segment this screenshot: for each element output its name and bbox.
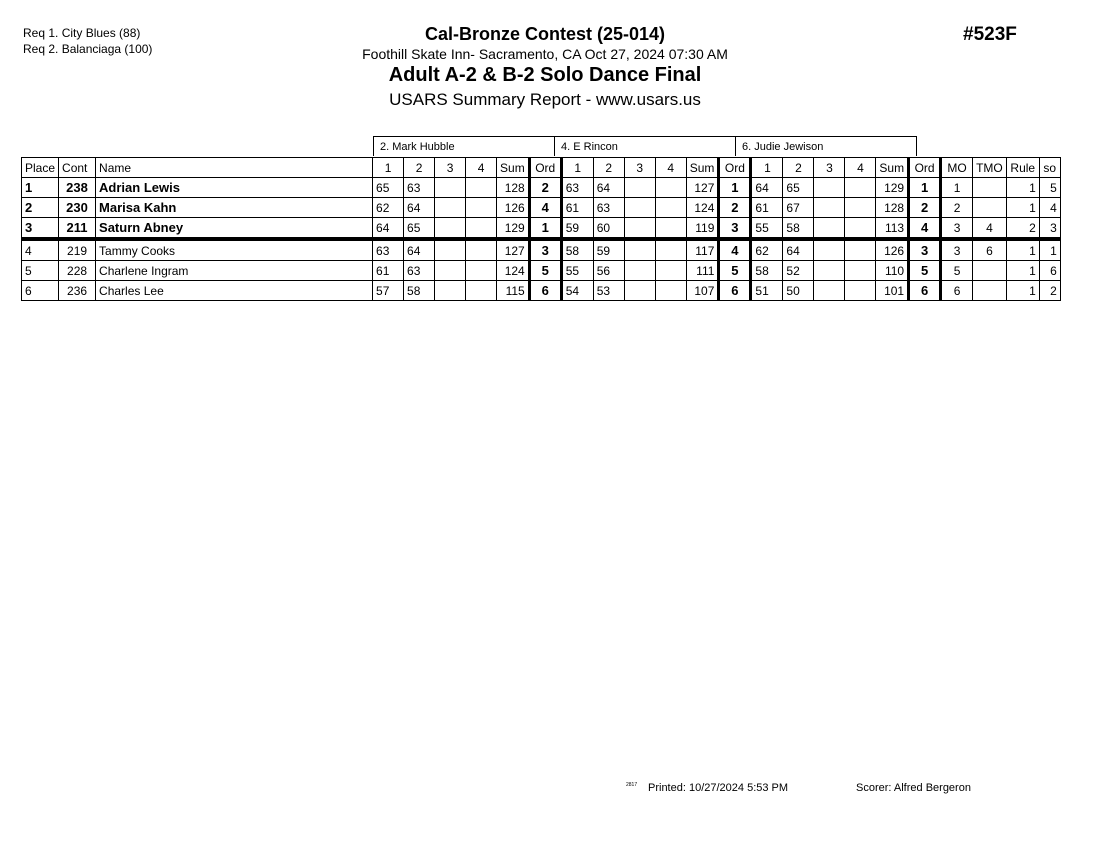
column-header-name: Name — [96, 158, 373, 178]
judge3-score-cell — [814, 281, 845, 301]
judge1-score-cell: 1 — [529, 218, 561, 240]
judge2-score-cell — [624, 281, 655, 301]
judge-name-1: 2. Mark Hubble — [374, 137, 555, 157]
judge3-score-cell — [845, 281, 876, 301]
so-cell: 3 — [1039, 218, 1060, 240]
name-cell: Charles Lee — [96, 281, 373, 301]
judge3-score-cell: 129 — [876, 178, 909, 198]
mo-cell: 1 — [941, 178, 973, 198]
so-cell: 4 — [1039, 198, 1060, 218]
mo-cell: 2 — [941, 198, 973, 218]
tmo-cell — [973, 281, 1007, 301]
column-header-tmo: TMO — [973, 158, 1007, 178]
judge1-score-cell: 63 — [404, 178, 435, 198]
judge2-score-cell: 55 — [561, 261, 593, 281]
judge2-score-cell: 6 — [719, 281, 751, 301]
event-code: #523F — [963, 24, 1017, 45]
tmo-cell: 4 — [973, 218, 1007, 240]
table-row — [22, 281, 1061, 301]
name-cell: Charlene Ingram — [96, 261, 373, 281]
judge1-score-cell — [466, 281, 497, 301]
place-cell: 1 — [22, 178, 59, 198]
judge2-score-cell — [624, 178, 655, 198]
judge3-score-cell: 110 — [876, 261, 909, 281]
page-code: 2817 — [626, 782, 638, 788]
results-table — [21, 157, 1061, 301]
judge1-score-cell: 62 — [373, 198, 404, 218]
judge3-score-cell — [845, 198, 876, 218]
cont-cell: 236 — [59, 281, 96, 301]
requirement-1: Req 1. City Blues (88) — [23, 26, 141, 40]
judge1-score-cell: 57 — [373, 281, 404, 301]
event-title: Adult A-2 & B-2 Solo Dance Final — [388, 64, 702, 86]
place-cell: 3 — [22, 218, 59, 240]
place-cell: 4 — [22, 239, 59, 261]
requirement-2: Req 2. Balanciaga (100) — [23, 42, 153, 56]
mo-cell: 6 — [941, 281, 973, 301]
judge1-score-cell: 129 — [497, 218, 530, 240]
judge1-score-cell: 2 — [529, 178, 561, 198]
judge3-score-cell: 58 — [783, 218, 814, 240]
judge3-score-cell — [845, 261, 876, 281]
judge3-score-cell: 55 — [751, 218, 783, 240]
judge-name-2: 4. E Rincon — [555, 137, 736, 157]
judge1-score-cell: 64 — [373, 218, 404, 240]
judge3-score-cell: 5 — [909, 261, 941, 281]
judge3-score-cell: 62 — [751, 239, 783, 261]
judge3-score-cell — [814, 178, 845, 198]
table-row — [22, 261, 1061, 281]
judge2-score-cell: 1 — [719, 178, 751, 198]
table-row — [22, 198, 1061, 218]
judge1-score-cell — [435, 239, 466, 261]
judge3-score-cell — [845, 239, 876, 261]
judge1-score-cell: 4 — [529, 198, 561, 218]
judge3-score-cell: 52 — [783, 261, 814, 281]
name-cell: Marisa Kahn — [96, 198, 373, 218]
judge3-score-cell — [814, 239, 845, 261]
name-cell: Adrian Lewis — [96, 178, 373, 198]
column-header-cont: Cont — [59, 158, 96, 178]
judge2-score-cell: 60 — [593, 218, 624, 240]
judge1-score-cell — [435, 198, 466, 218]
judge3-score-cell: 6 — [909, 281, 941, 301]
judge3-score-cell — [814, 218, 845, 240]
column-header-judge3-1: 2 — [783, 158, 814, 178]
judge2-score-cell — [624, 198, 655, 218]
tmo-cell — [973, 178, 1007, 198]
column-header-judge3-2: 3 — [814, 158, 845, 178]
judge1-score-cell: 63 — [404, 261, 435, 281]
judge2-score-cell: 3 — [719, 218, 751, 240]
judge3-score-cell — [845, 218, 876, 240]
judge2-score-cell: 58 — [561, 239, 593, 261]
judge3-score-cell: 64 — [783, 239, 814, 261]
judge2-score-cell: 59 — [561, 218, 593, 240]
judge1-score-cell: 65 — [373, 178, 404, 198]
tmo-cell: 6 — [973, 239, 1007, 261]
judge3-score-cell: 64 — [751, 178, 783, 198]
judge3-score-cell: 58 — [751, 261, 783, 281]
judge3-score-cell: 1 — [909, 178, 941, 198]
judge2-score-cell: 111 — [686, 261, 719, 281]
judge1-score-cell: 115 — [497, 281, 530, 301]
so-cell: 6 — [1039, 261, 1060, 281]
column-header-judge2-0: 1 — [561, 158, 593, 178]
judge2-score-cell: 53 — [593, 281, 624, 301]
rule-cell: 1 — [1006, 261, 1039, 281]
judge2-score-cell: 64 — [593, 178, 624, 198]
column-header-place: Place — [22, 158, 59, 178]
judge3-score-cell: 101 — [876, 281, 909, 301]
column-header-judge3-0: 1 — [751, 158, 783, 178]
so-cell: 5 — [1039, 178, 1060, 198]
judge1-score-cell: 126 — [497, 198, 530, 218]
name-cell: Saturn Abney — [96, 218, 373, 240]
scorer-name: Scorer: Alfred Bergeron — [856, 782, 971, 794]
judge1-score-cell: 65 — [404, 218, 435, 240]
place-cell: 6 — [22, 281, 59, 301]
judge2-score-cell: 117 — [686, 239, 719, 261]
rule-cell: 1 — [1006, 178, 1039, 198]
judge3-score-cell: 50 — [783, 281, 814, 301]
cont-cell: 228 — [59, 261, 96, 281]
judge1-score-cell: 5 — [529, 261, 561, 281]
judge3-score-cell — [814, 261, 845, 281]
judge1-score-cell — [435, 261, 466, 281]
judge2-score-cell — [624, 239, 655, 261]
table-row — [22, 218, 1061, 240]
rule-cell: 2 — [1006, 218, 1039, 240]
judge3-score-cell: 128 — [876, 198, 909, 218]
column-header-so: so — [1039, 158, 1060, 178]
mo-cell: 3 — [941, 239, 973, 261]
judge1-score-cell: 63 — [373, 239, 404, 261]
judge1-score-cell — [466, 218, 497, 240]
judge2-score-cell: 63 — [593, 198, 624, 218]
judge2-score-cell — [655, 281, 686, 301]
judge1-score-cell: 64 — [404, 239, 435, 261]
column-header-judge3-4: Sum — [876, 158, 909, 178]
judge2-score-cell: 119 — [686, 218, 719, 240]
judge2-score-cell: 2 — [719, 198, 751, 218]
cont-cell: 219 — [59, 239, 96, 261]
judge3-score-cell: 51 — [751, 281, 783, 301]
judge2-score-cell: 54 — [561, 281, 593, 301]
judge1-score-cell — [466, 198, 497, 218]
judge1-score-cell — [435, 218, 466, 240]
judge1-score-cell — [435, 178, 466, 198]
column-header-judge2-5: Ord — [719, 158, 751, 178]
judge1-score-cell — [435, 281, 466, 301]
judge1-score-cell: 61 — [373, 261, 404, 281]
judge1-score-cell: 124 — [497, 261, 530, 281]
judge1-score-cell: 127 — [497, 239, 530, 261]
cont-cell: 211 — [59, 218, 96, 240]
judge2-score-cell — [655, 198, 686, 218]
tmo-cell — [973, 261, 1007, 281]
rule-cell: 1 — [1006, 281, 1039, 301]
tmo-cell — [973, 198, 1007, 218]
report-title: USARS Summary Report - www.usars.us — [389, 90, 701, 109]
column-header-judge2-3: 4 — [655, 158, 686, 178]
judge1-score-cell: 58 — [404, 281, 435, 301]
judge2-score-cell: 63 — [561, 178, 593, 198]
place-cell: 2 — [22, 198, 59, 218]
rule-cell: 1 — [1006, 198, 1039, 218]
column-header-judge3-5: Ord — [909, 158, 941, 178]
judge3-score-cell: 113 — [876, 218, 909, 240]
judge1-score-cell — [466, 261, 497, 281]
so-cell: 1 — [1039, 239, 1060, 261]
mo-cell: 3 — [941, 218, 973, 240]
judge3-score-cell — [845, 178, 876, 198]
judge-name-3: 6. Judie Jewison — [736, 137, 917, 157]
judge2-score-cell: 107 — [686, 281, 719, 301]
judge2-score-cell — [624, 218, 655, 240]
judge3-score-cell: 3 — [909, 239, 941, 261]
column-header-mo: MO — [941, 158, 973, 178]
judge2-score-cell — [655, 239, 686, 261]
judge1-score-cell: 64 — [404, 198, 435, 218]
judge2-score-cell: 61 — [561, 198, 593, 218]
judge3-score-cell: 61 — [751, 198, 783, 218]
judge2-score-cell: 124 — [686, 198, 719, 218]
cont-cell: 238 — [59, 178, 96, 198]
judge3-score-cell: 126 — [876, 239, 909, 261]
judges-header — [373, 136, 917, 156]
judge2-score-cell: 5 — [719, 261, 751, 281]
judge3-score-cell — [814, 198, 845, 218]
name-cell: Tammy Cooks — [96, 239, 373, 261]
venue-date: Foothill Skate Inn- Sacramento, CA Oct 27, 2024 07:30 AM — [362, 46, 728, 62]
place-cell: 5 — [22, 261, 59, 281]
column-header-row — [22, 158, 1061, 178]
judge3-score-cell: 67 — [783, 198, 814, 218]
column-header-judge2-1: 2 — [593, 158, 624, 178]
column-header-judge1-2: 3 — [435, 158, 466, 178]
judge1-score-cell — [466, 178, 497, 198]
judge1-score-cell: 6 — [529, 281, 561, 301]
judge2-score-cell — [655, 218, 686, 240]
judge3-score-cell: 4 — [909, 218, 941, 240]
table-row — [22, 178, 1061, 198]
column-header-judge1-5: Ord — [529, 158, 561, 178]
rule-cell: 1 — [1006, 239, 1039, 261]
column-header-judge3-3: 4 — [845, 158, 876, 178]
column-header-judge1-0: 1 — [373, 158, 404, 178]
column-header-judge1-1: 2 — [404, 158, 435, 178]
mo-cell: 5 — [941, 261, 973, 281]
judge2-score-cell — [655, 261, 686, 281]
column-header-judge1-4: Sum — [497, 158, 530, 178]
column-header-judge2-4: Sum — [686, 158, 719, 178]
judge3-score-cell: 65 — [783, 178, 814, 198]
table-row — [22, 239, 1061, 261]
judge2-score-cell: 56 — [593, 261, 624, 281]
judge2-score-cell: 59 — [593, 239, 624, 261]
contest-title: Cal-Bronze Contest (25-014) — [424, 24, 666, 44]
printed-timestamp: Printed: 10/27/2024 5:53 PM — [648, 782, 789, 794]
judge1-score-cell: 128 — [497, 178, 530, 198]
judge2-score-cell: 4 — [719, 239, 751, 261]
cont-cell: 230 — [59, 198, 96, 218]
judge3-score-cell: 2 — [909, 198, 941, 218]
column-header-rule: Rule — [1006, 158, 1039, 178]
so-cell: 2 — [1039, 281, 1060, 301]
judge2-score-cell — [655, 178, 686, 198]
judge2-score-cell — [624, 261, 655, 281]
column-header-judge2-2: 3 — [624, 158, 655, 178]
judge1-score-cell — [466, 239, 497, 261]
judge2-score-cell: 127 — [686, 178, 719, 198]
column-header-judge1-3: 4 — [466, 158, 497, 178]
judge1-score-cell: 3 — [529, 239, 561, 261]
